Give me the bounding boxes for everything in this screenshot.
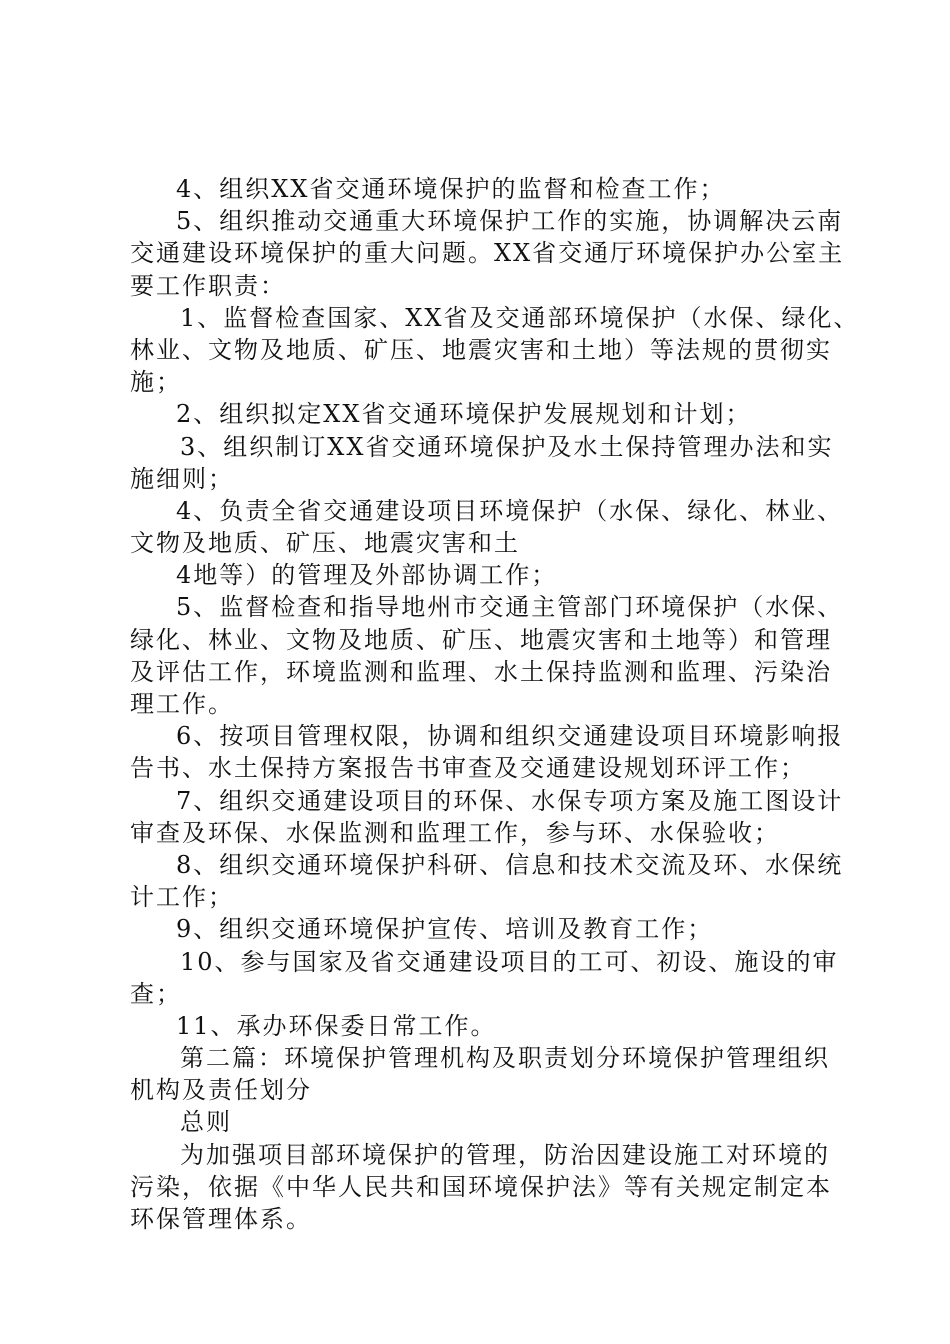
text-line: 2、组织拟定XX省交通环境保护发展规划和计划； [176,400,752,429]
text-line: 绿化、林业、文物及地质、矿压、地震灾害和土地等）和管理 [130,625,832,654]
text-line: 1、监督检查国家、XX省及交通部环境保护（水保、绿化、 [180,303,860,332]
text-line: 10、参与国家及省交通建设项目的工可、初设、施设的审 [180,947,839,976]
text-line: 11、承办环保委日常工作。 [176,1011,497,1040]
text-line: 4地等）的管理及外部协调工作； [176,561,558,590]
text-line: 7、组织交通建设项目的环保、水保专项方案及施工图设计 [176,786,844,815]
text-line: 4、组织XX省交通环境保护的监督和检查工作； [176,175,726,203]
text-line: 4、负责全省交通建设项目环境保护（水保、绿化、林业、 [176,496,844,525]
text-line: 理工作。 [130,690,234,718]
text-line: 计工作； [130,883,234,912]
text-line: 污染，依据《中华人民共和国环境保护法》等有关规定制定本 [130,1172,832,1201]
text-line: 机构及责任划分 [130,1076,312,1105]
text-line: 总则 [180,1108,232,1137]
text-line: 环保管理体系。 [130,1205,312,1233]
text-line: 文物及地质、矿压、地震灾害和土 [130,529,520,558]
text-line: 6、按项目管理权限，协调和组织交通建设项目环境影响报 [176,722,844,751]
text-line: 查； [130,979,182,1008]
text-line: 要工作职责： [130,271,286,300]
text-line: 审查及环保、水保监测和监理工作，参与环、水保验收； [130,818,780,847]
text-line: 及评估工作，环境监测和监理、水土保持监测和监理、污染治 [130,657,832,686]
text-line: 林业、文物及地质、矿压、地震灾害和土地）等法规的贯彻实 [130,335,832,364]
text-line: 施； [130,368,182,397]
text-line: 交通建设环境保护的重大问题。XX省交通厅环境保护办公室主 [130,239,845,268]
text-line: 5、监督检查和指导地州市交通主管部门环境保护（水保、 [176,593,844,622]
text-line: 8、组织交通环境保护科研、信息和技术交流及环、水保统 [176,850,844,879]
text-line: 为加强项目部环境保护的管理，防治因建设施工对环境的 [180,1140,830,1169]
text-line: 5、组织推动交通重大环境保护工作的实施，协调解决云南 [176,207,844,236]
text-line: 3、组织制订XX省交通环境保护及水土保持管理办法和实 [180,432,834,461]
text-line: 第二篇：环境保护管理机构及职责划分环境保护管理组织 [180,1044,830,1073]
text-line: 9、组织交通环境保护宣传、培训及教育工作； [176,915,714,944]
text-line: 施细则； [130,464,234,493]
text-line: 告书、水土保持方案报告书审查及交通建设规划环评工作； [130,754,806,783]
document-body [130,173,860,1235]
